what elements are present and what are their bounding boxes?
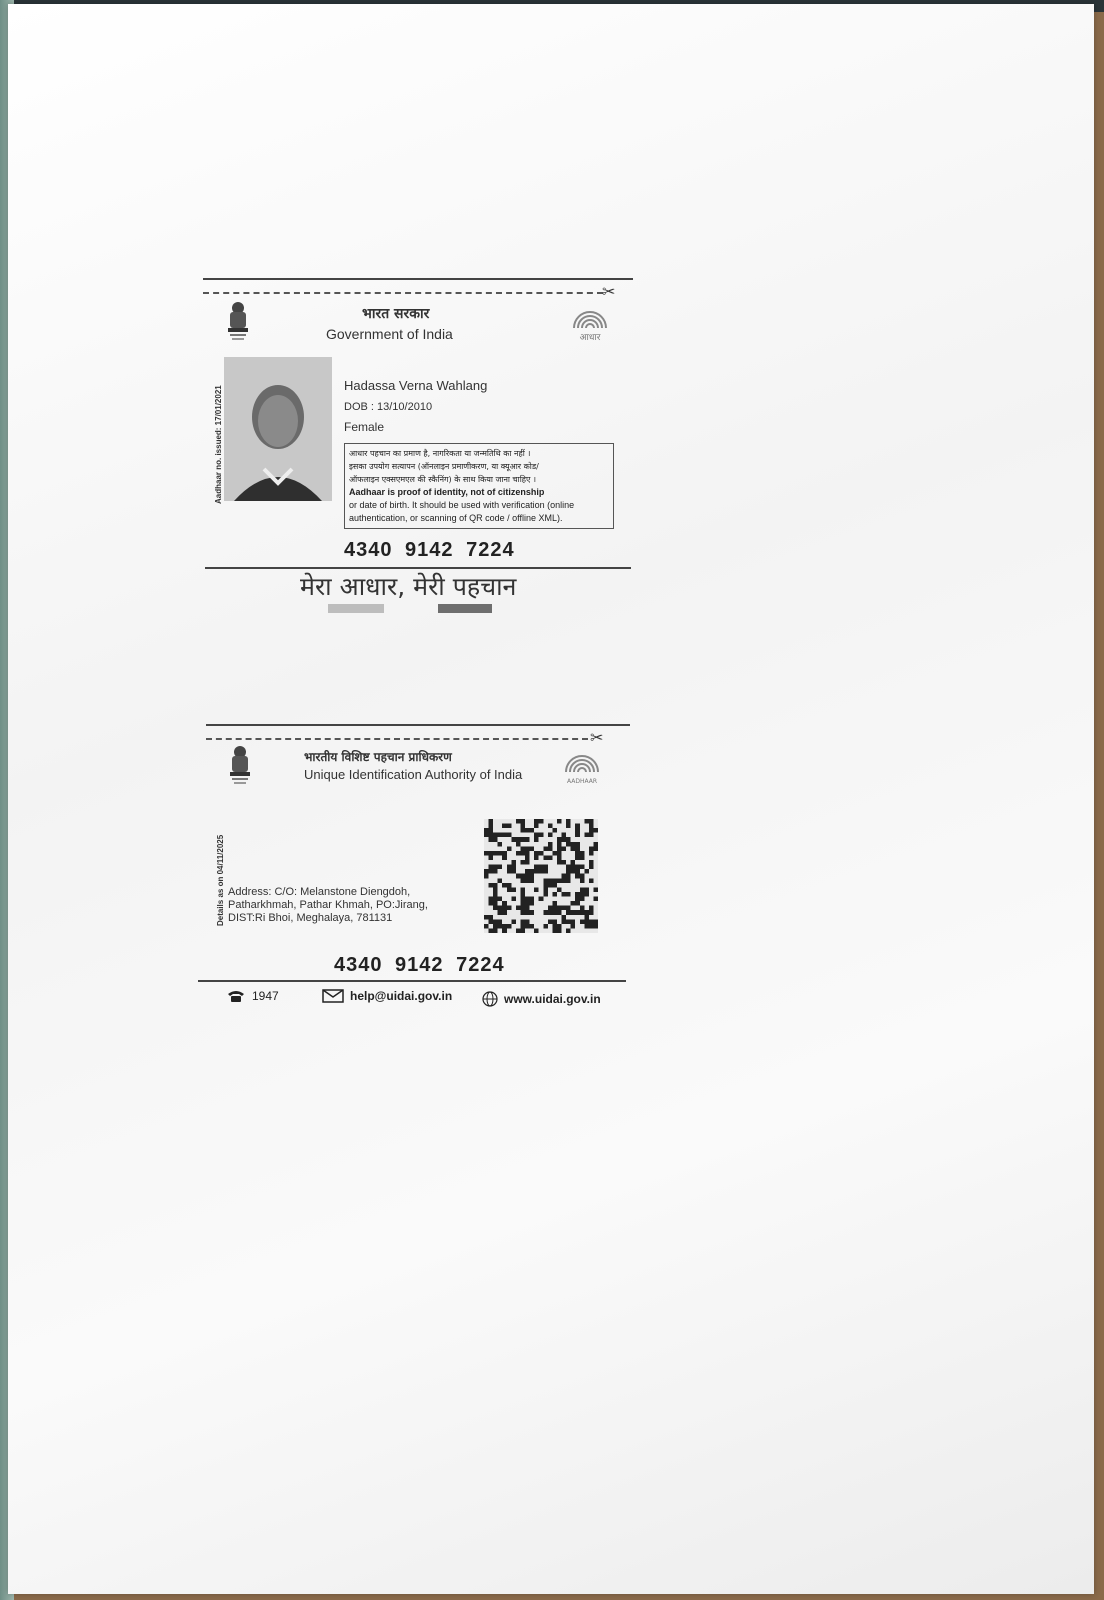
holder-photo	[224, 357, 332, 501]
scissors-icon: ✂	[590, 730, 604, 747]
globe-icon	[482, 991, 498, 1007]
website-url: www.uidai.gov.in	[504, 992, 601, 1006]
holder-address	[228, 886, 428, 925]
gov-title-english: Government of India	[326, 326, 453, 342]
emblem-icon	[226, 744, 254, 788]
aadhaar-number-back: 4340 9142 7224	[334, 954, 505, 976]
aadhaar-notice	[344, 443, 614, 529]
cut-line	[203, 292, 603, 294]
phone-icon	[226, 989, 246, 1003]
card-top-border	[203, 278, 633, 280]
mail-icon	[322, 989, 344, 1003]
address-line: DIST:Ri Bhoi, Meghalaya, 781131	[228, 912, 393, 924]
aadhaar-logo-icon	[560, 748, 604, 786]
notice-english-line: or date of birth. It should be used with verification (online	[349, 500, 575, 510]
emblem-icon	[224, 300, 252, 344]
color-bar-dark	[438, 604, 492, 613]
holder-gender: Female	[344, 420, 385, 434]
holder-name: Hadassa Verna Wahlang	[344, 378, 488, 393]
authority-title-hindi: भारतीय विशिष्ट पहचान प्राधिकरण	[304, 750, 452, 764]
authority-title-english: Unique Identification Authority of India	[304, 767, 523, 782]
svg-text:आधार: आधार	[579, 333, 601, 342]
contact-email	[322, 989, 452, 1003]
cut-line	[206, 738, 588, 740]
color-bar-light	[328, 604, 384, 613]
address-line: Patharkhmah, Pathar Khmah, PO:Jirang,	[228, 899, 428, 911]
contact-phone	[226, 989, 279, 1003]
address-line: Address: C/O: Melanstone Diengdoh,	[228, 886, 411, 898]
notice-english-line: authentication, or scanning of QR code / offline XML).	[349, 513, 563, 523]
notice-english-line: Aadhaar is proof of identity, not of citizenship	[349, 487, 545, 497]
aadhaar-logo-icon	[568, 304, 612, 342]
holder-dob: DOB : 13/10/2010	[344, 401, 433, 413]
email-address: help@uidai.gov.in	[350, 989, 453, 1003]
issued-date-note: Aadhaar no. issued: 17/01/2021	[214, 385, 223, 504]
aadhaar-number-front: 4340 9142 7224	[344, 539, 515, 561]
svg-text:AADHAAR: AADHAAR	[566, 778, 598, 785]
qr-code	[484, 818, 598, 934]
details-date-note: Details as on 04/11/2025	[216, 834, 225, 926]
scissors-icon: ✂	[602, 284, 616, 301]
phone-number: 1947	[252, 989, 279, 1003]
notice-hindi-line: इसका उपयोग सत्यापन (ऑनलाइन प्रमाणीकरण, या क्यूआर कोड/	[349, 462, 539, 471]
card-back-divider	[198, 980, 626, 982]
gov-title-hindi: भारत सरकार	[362, 306, 430, 322]
contact-website	[482, 991, 601, 1007]
printed-page	[8, 4, 1094, 1594]
aadhaar-slogan: मेरा आधार, मेरी पहचान	[300, 572, 517, 601]
notice-hindi-line: ऑफलाइन एक्सएमएल की स्कैनिंग) के साथ किया जाना चाहिए ।	[349, 475, 537, 484]
notice-hindi-line: आधार पहचान का प्रमाण है, नागरिकता या जन्मतिथि का नहीं ।	[349, 449, 531, 458]
card-top-border	[206, 724, 630, 726]
